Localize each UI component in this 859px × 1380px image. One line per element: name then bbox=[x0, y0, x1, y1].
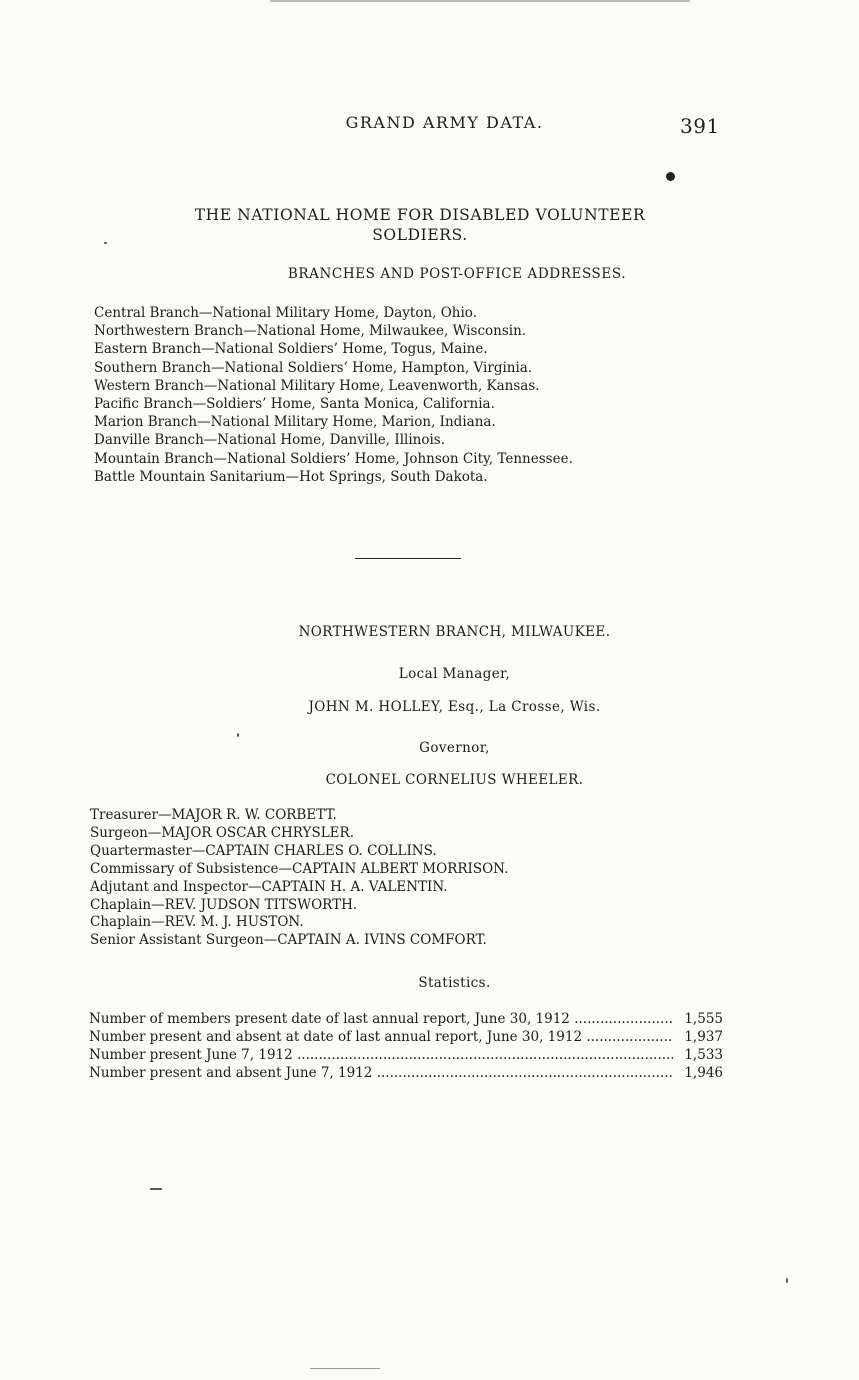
list-item: Western Branch—National Military Home, Leavenworth, Kansas. bbox=[94, 377, 540, 394]
ink-speck bbox=[270, 0, 690, 2]
table-row bbox=[89, 1047, 723, 1065]
section-title-line-2: SOLDIERS. bbox=[372, 226, 468, 244]
table-row bbox=[89, 1011, 723, 1029]
list-item: Eastern Branch—National Soldiers’ Home, Togus, Maine. bbox=[94, 341, 488, 358]
statistics-table bbox=[89, 1011, 723, 1083]
list-item: Chaplain—REV. JUDSON TITSWORTH. bbox=[90, 896, 358, 913]
statistics-heading: Statistics. bbox=[418, 975, 491, 991]
stat-value: 1,533 bbox=[673, 1047, 723, 1065]
officer-list bbox=[90, 807, 508, 950]
ink-speck bbox=[104, 242, 107, 244]
list-item: Chaplain—REV. M. J. HUSTON. bbox=[90, 914, 304, 931]
list-item: Northwestern Branch—National Home, Milwaukee, Wisconsin. bbox=[94, 323, 527, 340]
list-item: Southern Branch—National Soldiers’ Home, Hampton, Virginia. bbox=[94, 359, 533, 376]
stat-label: Number of members present date of last annual report, June 30, 1912 ..... bbox=[89, 1011, 673, 1029]
stat-label: Number present and absent at date of last annual report, June 30, 1912 ..... bbox=[89, 1029, 673, 1047]
table-row bbox=[89, 1029, 723, 1047]
ink-speck bbox=[150, 1188, 162, 1190]
page-number: 391 bbox=[680, 114, 720, 138]
manager-name: JOHN M. HOLLEY, Esq., La Crosse, Wis. bbox=[308, 699, 601, 715]
list-item: Mountain Branch—National Soldiers’ Home, Johnson City, Tennessee. bbox=[94, 450, 573, 467]
ink-speck bbox=[310, 1368, 380, 1369]
list-item: Surgeon—MAJOR OSCAR CHRYSLER. bbox=[90, 824, 354, 841]
list-item: Senior Assistant Surgeon—CAPTAIN A. IVINS COMFORT. bbox=[90, 932, 487, 949]
stat-value: 1,555 bbox=[673, 1011, 723, 1029]
northwestern-heading: NORTHWESTERN BRANCH, MILWAUKEE. bbox=[298, 624, 611, 640]
manager-label: Local Manager, bbox=[398, 666, 511, 682]
ink-speck bbox=[237, 733, 239, 737]
section-divider bbox=[355, 558, 461, 559]
ink-speck bbox=[666, 172, 675, 181]
ink-speck bbox=[786, 1278, 788, 1283]
table-row bbox=[89, 1065, 723, 1083]
list-item: Central Branch—National Military Home, Dayton, Ohio. bbox=[94, 305, 477, 321]
governor-name: COLONEL CORNELIUS WHEELER. bbox=[325, 772, 584, 788]
stat-label: Number present and absent June 7, 1912 ..... bbox=[89, 1065, 673, 1083]
list-item: Adjutant and Inspector—CAPTAIN H. A. VALENTIN. bbox=[90, 878, 448, 895]
governor-label: Governor, bbox=[419, 740, 490, 756]
running-head: GRAND ARMY DATA. bbox=[345, 113, 544, 132]
section-title-line-1: THE NATIONAL HOME FOR DISABLED VOLUNTEER bbox=[194, 206, 646, 224]
section-title bbox=[110, 205, 730, 245]
stat-label: Number present June 7, 1912 ..... bbox=[89, 1047, 673, 1065]
list-item: Quartermaster—CAPTAIN CHARLES O. COLLINS. bbox=[90, 842, 437, 859]
list-item: Marion Branch—National Military Home, Marion, Indiana. bbox=[94, 414, 496, 431]
list-item: Pacific Branch—Soldiers’ Home, Santa Monica, California. bbox=[94, 396, 495, 413]
list-item: Commissary of Subsistence—CAPTAIN ALBERT MORRISON. bbox=[90, 860, 509, 877]
list-item: Treasurer—MAJOR R. W. CORBETT. bbox=[90, 807, 337, 823]
branch-list bbox=[94, 304, 573, 486]
stat-value: 1,937 bbox=[673, 1029, 723, 1047]
stat-value: 1,946 bbox=[673, 1065, 723, 1083]
list-item: Danville Branch—National Home, Danville, Illinois. bbox=[94, 432, 446, 449]
list-item: Battle Mountain Sanitarium—Hot Springs, South Dakota. bbox=[94, 468, 488, 485]
branches-subheading: BRANCHES AND POST-OFFICE ADDRESSES. bbox=[287, 266, 627, 282]
